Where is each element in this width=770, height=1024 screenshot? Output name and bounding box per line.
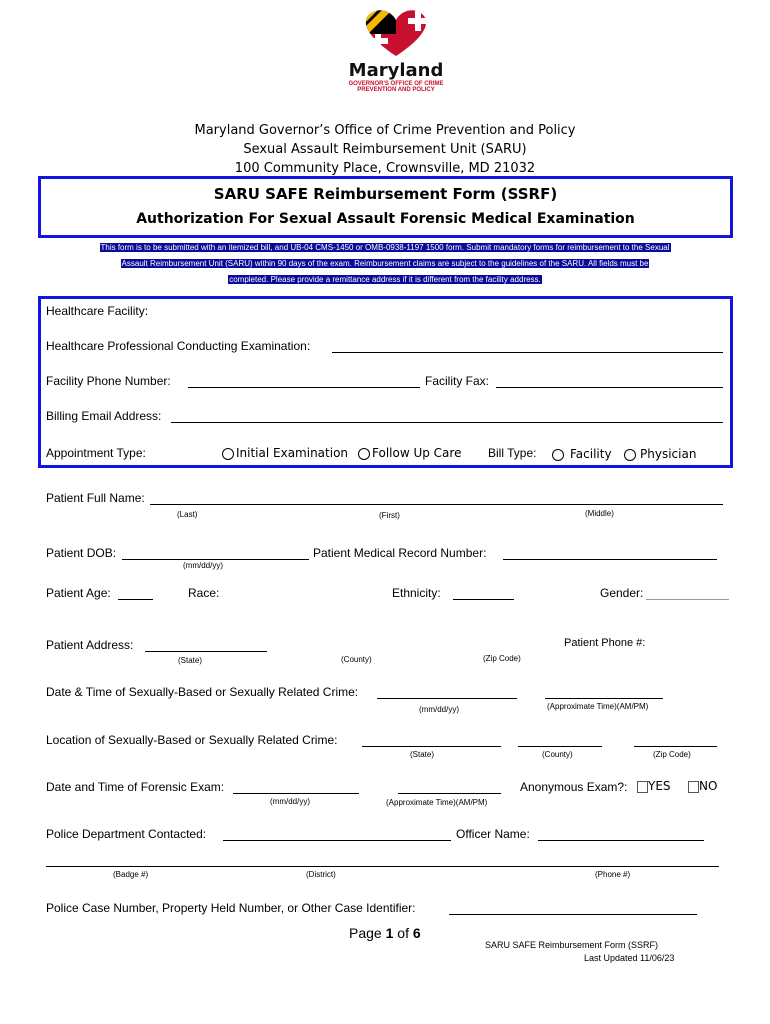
facility-phone-field[interactable] xyxy=(188,387,420,388)
page-total: 6 xyxy=(412,925,421,941)
crime-time-field[interactable] xyxy=(545,698,663,699)
district-caption: (District) xyxy=(306,870,336,879)
physician-option[interactable] xyxy=(624,447,696,461)
exam-date-field[interactable] xyxy=(233,793,359,794)
last-name-caption: (Last) xyxy=(177,510,198,519)
crime-datetime-label: Date & Time of Sexually-Based or Sexually Related Crime: xyxy=(46,685,359,699)
exam-date-caption: (mm/dd/yy) xyxy=(270,797,310,806)
anonymous-yes-option[interactable] xyxy=(637,779,671,793)
officer-name-field[interactable] xyxy=(538,840,704,841)
radio-icon[interactable] xyxy=(624,449,636,461)
crime-location-label: Location of Sexually-Based or Sexually Related Crime: xyxy=(46,733,338,747)
logo-subtitle-1: GOVERNOR'S OFFICE OF CRIME xyxy=(348,81,444,87)
footer-form-name: SARU SAFE Reimbursement Form (SSRF) xyxy=(485,940,659,950)
exam-datetime-label: Date and Time of Forensic Exam: xyxy=(46,780,225,794)
mrn-label: Patient Medical Record Number: xyxy=(313,546,487,560)
header-address xyxy=(0,121,770,178)
crime-time-caption: (Approximate Time)(AM/PM) xyxy=(547,702,649,711)
gender-label: Gender: xyxy=(600,586,644,600)
patient-name-label: Patient Full Name: xyxy=(46,491,145,505)
dob-format-caption: (mm/dd/yy) xyxy=(183,561,223,570)
police-department-label: Police Department Contacted: xyxy=(46,827,207,841)
crime-county-field[interactable] xyxy=(518,746,602,747)
bill-type-label: Bill Type: xyxy=(488,446,537,460)
professional-field[interactable] xyxy=(332,352,723,353)
initial-exam-label: Initial Examination xyxy=(236,446,349,460)
header-line-1: Maryland Governor’s Office of Crime Prevention and Policy xyxy=(194,123,576,138)
page-current: 1 xyxy=(385,925,394,941)
initial-exam-option[interactable] xyxy=(222,446,348,460)
billing-email-field[interactable] xyxy=(171,422,723,423)
exam-time-caption: (Approximate Time)(AM/PM) xyxy=(386,798,488,807)
patient-dob-field[interactable] xyxy=(122,559,309,560)
radio-icon[interactable] xyxy=(358,448,370,460)
case-number-label: Police Case Number, Property Held Number, or Other Case Identifier: xyxy=(46,901,416,915)
professional-label: Healthcare Professional Conducting Examination: xyxy=(46,339,311,353)
facility-fax-label: Facility Fax: xyxy=(425,374,490,388)
notice-line-2: Assault Reimbursement Unit (SARU) within 90 days of the exam. Reimbursement claims are subject to the guidelines of the SARU. All fields must be xyxy=(121,259,649,268)
yes-label: YES xyxy=(648,779,671,793)
patient-phone-label: Patient Phone #: xyxy=(564,637,646,649)
exam-time-field[interactable] xyxy=(398,793,501,794)
header-line-2: Sexual Assault Reimbursement Unit (SARU) xyxy=(243,142,527,157)
anonymous-no-option[interactable] xyxy=(688,779,717,793)
title-box xyxy=(38,176,733,238)
badge-district-phone-field[interactable] xyxy=(46,866,719,867)
notice xyxy=(0,240,770,288)
form-subtitle: Authorization For Sexual Assault Forensic Medical Examination xyxy=(136,211,635,227)
header-line-3: 100 Community Place, Crownsville, MD 21032 xyxy=(234,161,536,176)
ethnicity-label: Ethnicity: xyxy=(392,586,441,600)
healthcare-facility-field[interactable] xyxy=(160,302,725,320)
facility-option[interactable] xyxy=(552,447,612,461)
gender-field[interactable] xyxy=(646,599,729,600)
patient-address-field[interactable] xyxy=(145,651,267,652)
ethnicity-field[interactable] xyxy=(453,599,514,600)
middle-name-caption: (Middle) xyxy=(585,509,614,518)
address-county-caption: (County) xyxy=(341,655,372,664)
patient-name-field[interactable] xyxy=(150,504,723,505)
radio-icon[interactable] xyxy=(552,449,564,461)
follow-up-option[interactable] xyxy=(358,446,461,460)
facility-fax-field[interactable] xyxy=(496,387,723,388)
logo-name: Maryland xyxy=(348,60,444,81)
notice-line-1: This form is to be submitted with an itemized bill, and UB-04 CMS-1450 or OMB-0938-1197 1500 form. Submit mandatory forms for reimbursement to the Sexual xyxy=(100,243,670,252)
first-name-caption: (First) xyxy=(379,511,400,520)
patient-address-label: Patient Address: xyxy=(46,638,134,652)
phone-caption: (Phone #) xyxy=(595,870,631,879)
appointment-type-label: Appointment Type: xyxy=(46,446,146,460)
officer-name-label: Officer Name: xyxy=(456,827,530,841)
badge-caption: (Badge #) xyxy=(113,870,149,879)
maryland-logo xyxy=(340,8,452,100)
facility-option-label: Facility xyxy=(570,447,612,461)
crime-county-caption: (County) xyxy=(542,750,573,759)
police-department-field[interactable] xyxy=(223,840,451,841)
of-word: of xyxy=(397,925,409,941)
crime-state-caption: (State) xyxy=(410,750,435,759)
radio-icon[interactable] xyxy=(222,448,234,460)
page-word: Page xyxy=(349,925,382,941)
checkbox-icon[interactable] xyxy=(637,781,648,793)
form-title: SARU SAFE Reimbursement Form (SSRF) xyxy=(213,185,558,203)
page-number xyxy=(349,925,421,941)
race-label: Race: xyxy=(188,586,220,600)
crime-zip-field[interactable] xyxy=(634,746,717,747)
healthcare-facility-label: Healthcare Facility: xyxy=(46,304,149,318)
no-label: NO xyxy=(699,779,718,793)
follow-up-label: Follow Up Care xyxy=(372,446,462,460)
patient-age-label: Patient Age: xyxy=(46,586,111,600)
patient-dob-label: Patient DOB: xyxy=(46,546,117,560)
anonymous-exam-label: Anonymous Exam?: xyxy=(520,780,628,794)
crime-date-caption: (mm/dd/yy) xyxy=(419,705,459,714)
case-number-field[interactable] xyxy=(449,914,697,915)
mrn-field[interactable] xyxy=(503,559,717,560)
address-state-caption: (State) xyxy=(178,656,203,665)
facility-phone-label: Facility Phone Number: xyxy=(46,374,171,388)
crime-zip-caption: (Zip Code) xyxy=(653,750,691,759)
logo-subtitle-2: PREVENTION AND POLICY xyxy=(357,87,435,93)
checkbox-icon[interactable] xyxy=(688,781,699,793)
crime-state-field[interactable] xyxy=(362,746,501,747)
patient-age-field[interactable] xyxy=(118,599,153,600)
footer-updated: Last Updated 11/06/23 xyxy=(584,953,675,963)
physician-option-label: Physician xyxy=(640,447,697,461)
maryland-flag-icon xyxy=(340,8,452,58)
crime-date-field[interactable] xyxy=(377,698,517,699)
notice-line-3: completed. Please provide a remittance address if it is different from the facility address. xyxy=(229,275,541,284)
address-zip-caption: (Zip Code) xyxy=(483,654,521,663)
billing-email-label: Billing Email Address: xyxy=(46,409,162,423)
